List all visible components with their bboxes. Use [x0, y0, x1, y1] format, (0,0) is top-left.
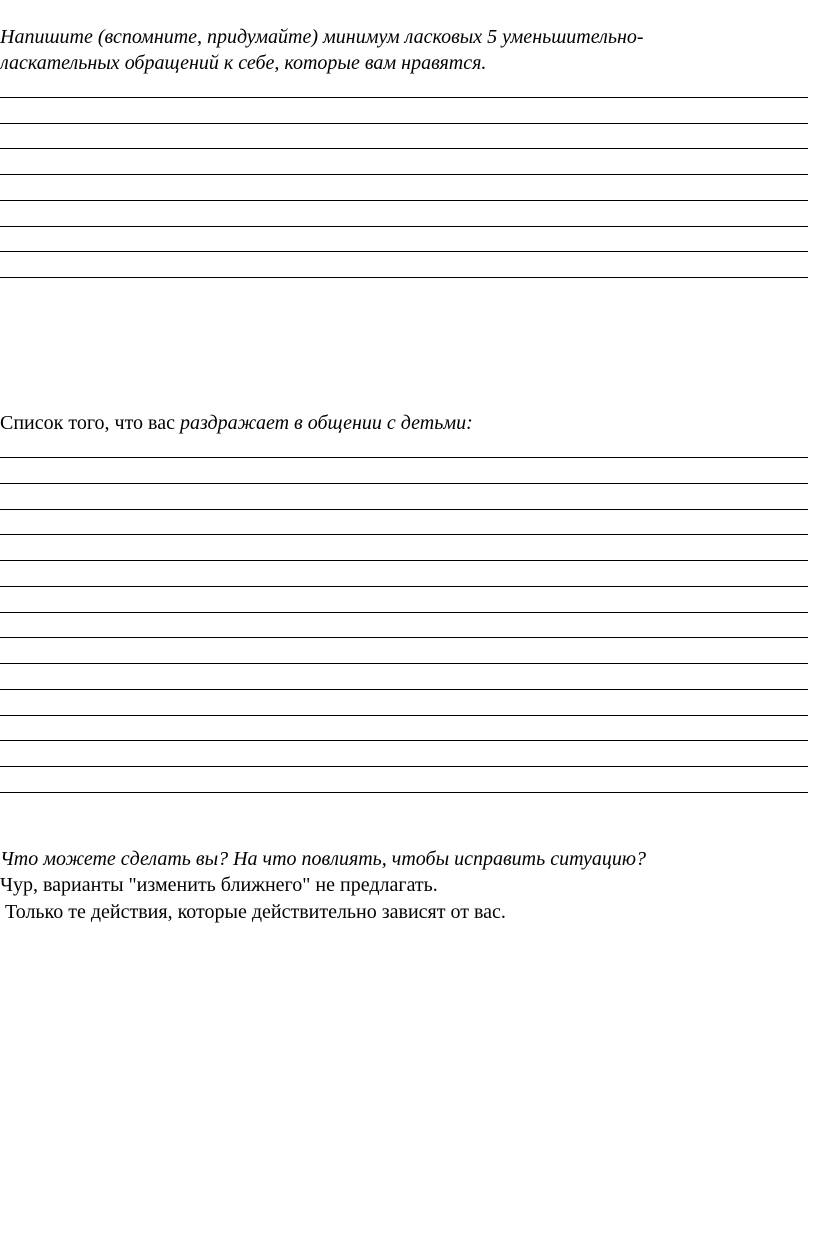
action-question: Что можете сделать вы? На что повлиять, чтобы исправить ситуацию?: [0, 848, 647, 870]
writing-line[interactable]: [0, 148, 808, 149]
writing-line[interactable]: [0, 251, 808, 252]
writing-line[interactable]: [0, 612, 808, 613]
note-line-2: Только те действия, которые действительно зависят от вас.: [0, 901, 506, 923]
writing-line[interactable]: [0, 457, 808, 458]
writing-line[interactable]: [0, 277, 808, 278]
writing-line[interactable]: [0, 174, 808, 175]
writing-line[interactable]: [0, 534, 808, 535]
writing-line[interactable]: [0, 766, 808, 767]
heading-plain-text: Список того, что вас: [0, 412, 180, 434]
irritation-list-heading: [0, 410, 473, 436]
writing-line[interactable]: [0, 97, 808, 98]
prompt-line-2: ласкательных обращений к себе, которые вам нравятся.: [0, 52, 487, 74]
heading-italic-text: раздражает в общении с детьми:: [180, 412, 473, 434]
writing-line[interactable]: [0, 663, 808, 664]
writing-line[interactable]: [0, 740, 808, 741]
writing-line[interactable]: [0, 123, 808, 124]
writing-line[interactable]: [0, 509, 808, 510]
writing-line[interactable]: [0, 586, 808, 587]
writing-line[interactable]: [0, 560, 808, 561]
writing-line[interactable]: [0, 715, 808, 716]
writing-line[interactable]: [0, 200, 808, 201]
writing-line[interactable]: [0, 637, 808, 638]
writing-line[interactable]: [0, 483, 808, 484]
writing-line[interactable]: [0, 792, 808, 793]
prompt-line-1: Напишите (вспомните, придумайте) минимум ласковых 5 уменьшительно-: [0, 26, 644, 48]
writing-line[interactable]: [0, 689, 808, 690]
note-line-1: Чур, варианты "изменить ближнего" не предлагать.: [0, 874, 438, 896]
writing-line[interactable]: [0, 226, 808, 227]
